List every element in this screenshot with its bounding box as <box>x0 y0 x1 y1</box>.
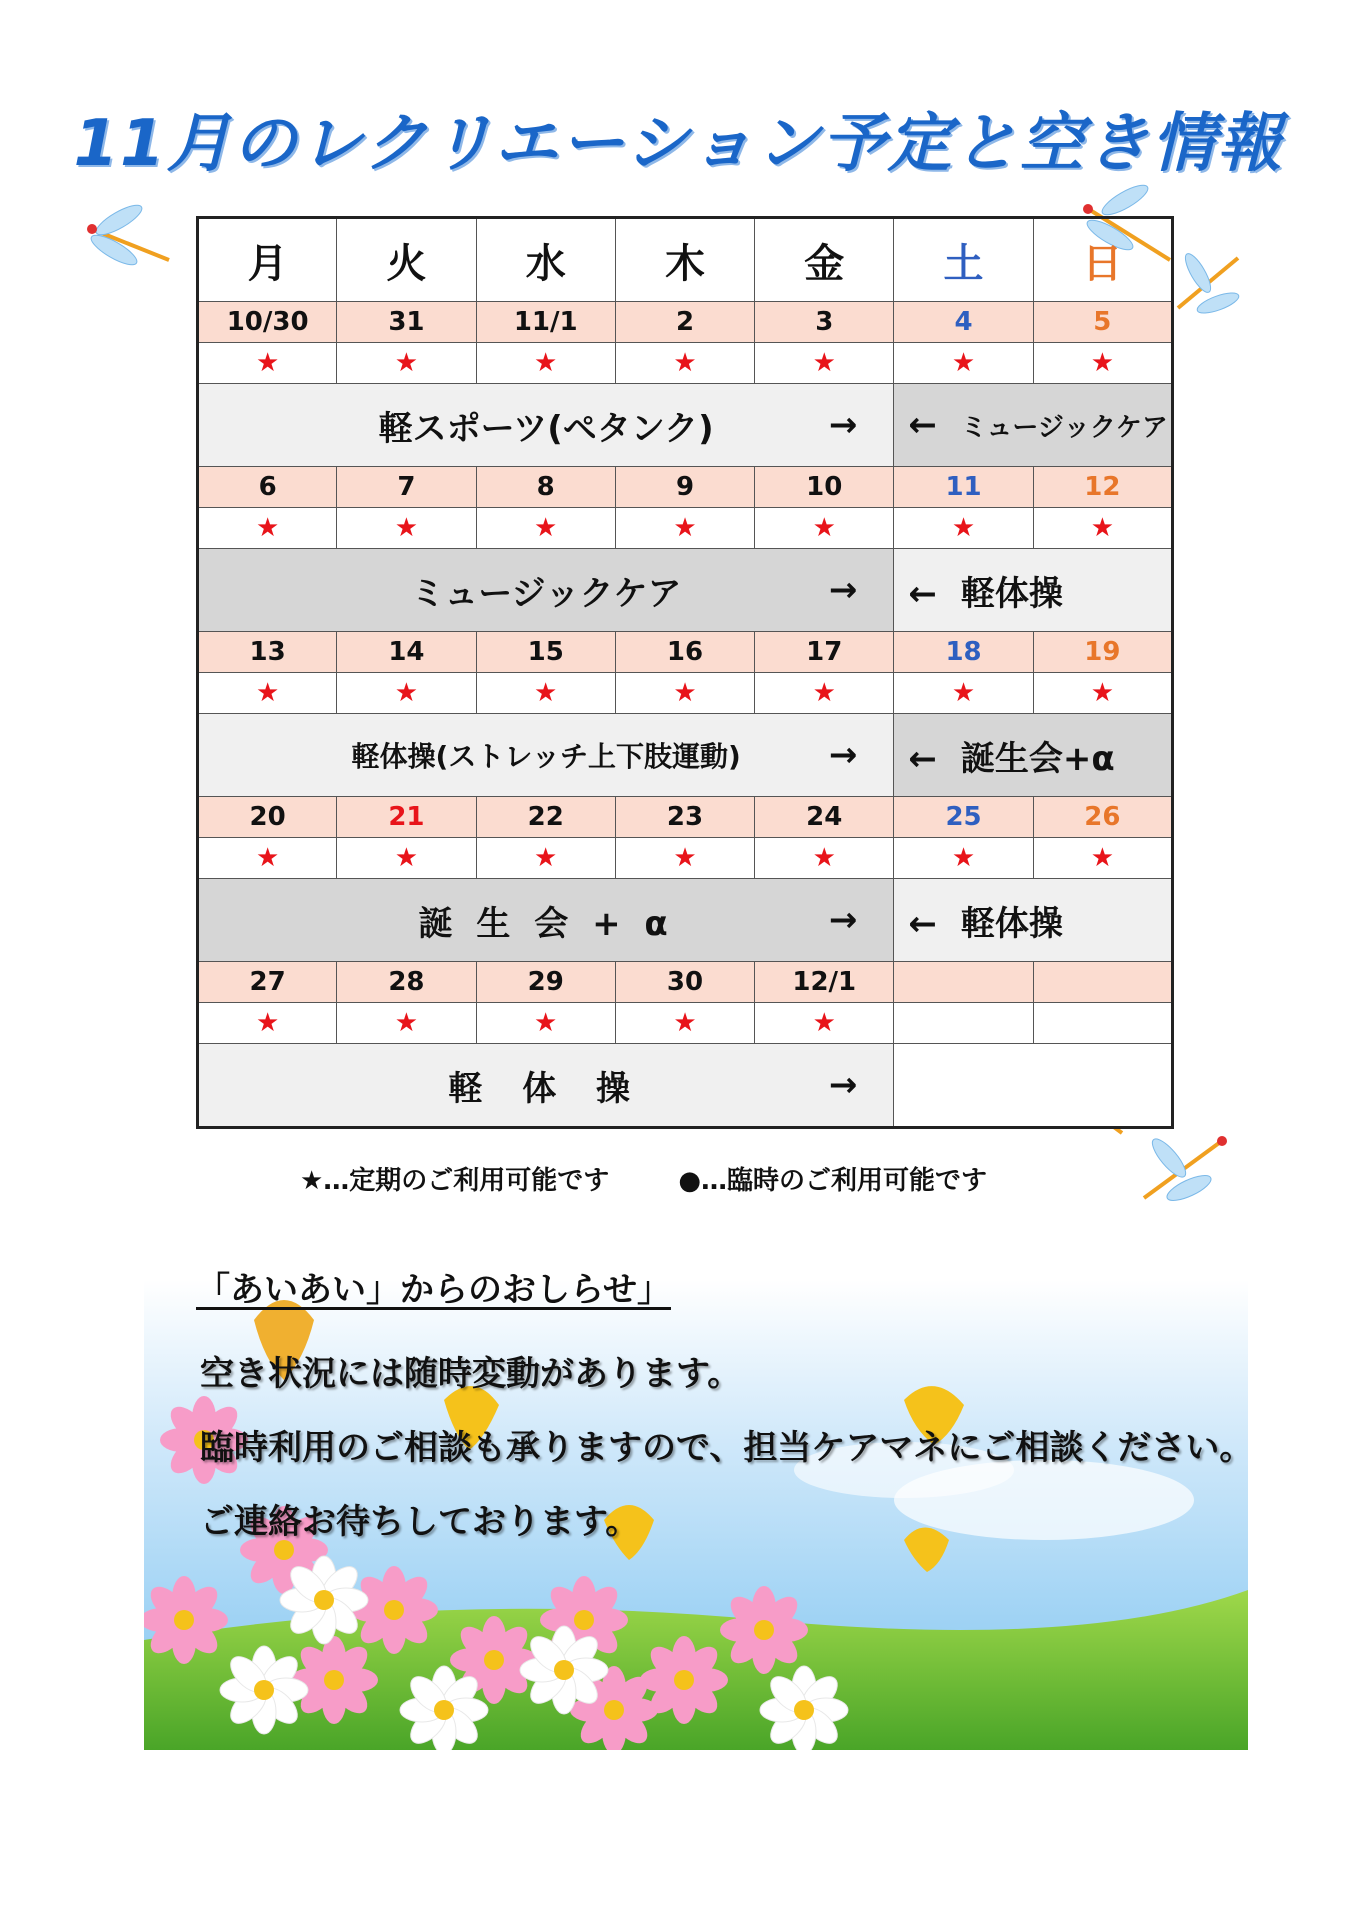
availability-star: ★ <box>476 838 615 879</box>
availability-star: ★ <box>755 508 894 549</box>
date-cell: 29 <box>476 962 615 1003</box>
availability-star: ★ <box>337 343 476 384</box>
weekday-activity <box>198 384 894 467</box>
weekday-tue: 火 <box>337 218 476 302</box>
availability-star: ★ <box>615 508 754 549</box>
date-cell: 5 <box>1033 302 1172 343</box>
date-cell: 7 <box>337 467 476 508</box>
availability-star: ★ <box>476 1003 615 1044</box>
availability-row <box>198 343 1173 384</box>
availability-star: ★ <box>894 343 1033 384</box>
availability-star: ★ <box>337 838 476 879</box>
weekday-mon: 月 <box>198 218 337 302</box>
date-cell: 14 <box>337 632 476 673</box>
activity-row <box>198 384 1173 467</box>
notice-title: 「あいあい」からのおしらせ」 <box>196 1270 671 1310</box>
weekday-activity <box>198 549 894 632</box>
activity-row <box>198 1044 1173 1128</box>
activity-label: 誕 生 会 + α <box>418 903 674 944</box>
weekday-activity <box>198 714 894 797</box>
date-cell: 13 <box>198 632 337 673</box>
date-cell: 24 <box>755 797 894 838</box>
calendar-table <box>196 216 1174 1129</box>
date-row <box>198 962 1173 1003</box>
availability-star: ★ <box>615 343 754 384</box>
weekend-activity <box>894 1044 1173 1128</box>
weekday-activity <box>198 1044 894 1128</box>
availability-star: ★ <box>1033 673 1172 714</box>
date-row <box>198 632 1173 673</box>
activity-label: 軽スポーツ(ペタンク) <box>378 408 714 449</box>
activity-row <box>198 879 1173 962</box>
notice-line: 空き状況には随時変動があります。 <box>200 1354 742 1394</box>
availability-star: ★ <box>894 838 1033 879</box>
availability-star: ★ <box>894 673 1033 714</box>
date-cell: 8 <box>476 467 615 508</box>
date-cell: 30 <box>615 962 754 1003</box>
availability-row <box>198 838 1173 879</box>
date-cell: 31 <box>337 302 476 343</box>
date-cell: 10/30 <box>198 302 337 343</box>
notice-line: ご連絡お待ちしております。 <box>200 1502 640 1542</box>
availability-row <box>198 1003 1173 1044</box>
date-cell: 28 <box>337 962 476 1003</box>
activity-row <box>198 549 1173 632</box>
right-arrow-icon: → <box>828 405 858 445</box>
availability-star: ★ <box>337 1003 476 1044</box>
date-cell: 19 <box>1033 632 1172 673</box>
right-arrow-icon: → <box>828 735 858 775</box>
legend-regular: ★…定期のご利用可能です <box>300 1166 610 1196</box>
left-arrow-icon: ← <box>908 903 937 944</box>
activity-label: ミュージックケア <box>960 413 1168 443</box>
availability-star: ★ <box>1033 838 1172 879</box>
availability-row <box>198 508 1173 549</box>
availability-star: ★ <box>1033 343 1172 384</box>
date-cell: 4 <box>894 302 1033 343</box>
weekday-sun: 日 <box>1033 218 1172 302</box>
availability-star: ★ <box>476 508 615 549</box>
availability-star: ★ <box>755 343 894 384</box>
right-arrow-icon: → <box>828 1065 858 1105</box>
date-cell: 11/1 <box>476 302 615 343</box>
availability-row <box>198 673 1173 714</box>
availability-star: ★ <box>755 1003 894 1044</box>
date-cell: 27 <box>198 962 337 1003</box>
date-row <box>198 797 1173 838</box>
weekday-header-row <box>198 218 1173 302</box>
dragonfly-illustration <box>1134 1128 1234 1218</box>
page-title: 11月のレクリエーション予定と空き情報 <box>73 107 1284 181</box>
weekend-activity <box>894 384 1173 467</box>
date-row <box>198 467 1173 508</box>
date-cell: 11 <box>894 467 1033 508</box>
date-cell: 25 <box>894 797 1033 838</box>
availability-star: ★ <box>615 673 754 714</box>
legend-temporary: ●…臨時のご利用可能です <box>678 1166 988 1196</box>
weekday-sat: 土 <box>894 218 1033 302</box>
activity-label: 軽体操(ストレッチ上下肢運動) <box>351 740 741 773</box>
date-cell: 17 <box>755 632 894 673</box>
date-cell: 10 <box>755 467 894 508</box>
availability-star: ★ <box>198 838 337 879</box>
weekday-fri: 金 <box>755 218 894 302</box>
notice-line: 臨時利用のご相談も承りますので、担当ケアマネにご相談ください。 <box>200 1428 1254 1468</box>
date-cell <box>1033 962 1172 1003</box>
weekday-thu: 木 <box>615 218 754 302</box>
activity-row <box>198 714 1173 797</box>
date-row <box>198 302 1173 343</box>
availability-star: ★ <box>337 508 476 549</box>
activity-label: ミュージックケア <box>410 573 682 614</box>
availability-star <box>894 1003 1033 1044</box>
left-arrow-icon: ← <box>908 405 937 445</box>
date-cell: 23 <box>615 797 754 838</box>
availability-star: ★ <box>755 838 894 879</box>
date-cell: 26 <box>1033 797 1172 838</box>
date-cell: 22 <box>476 797 615 838</box>
weekend-activity <box>894 879 1173 962</box>
availability-star: ★ <box>198 508 337 549</box>
date-cell: 6 <box>198 467 337 508</box>
availability-star: ★ <box>1033 508 1172 549</box>
date-cell: 18 <box>894 632 1033 673</box>
date-cell: 3 <box>755 302 894 343</box>
dragonfly-illustration <box>1168 248 1248 328</box>
left-arrow-icon: ← <box>908 738 937 779</box>
availability-star: ★ <box>755 673 894 714</box>
activity-label: 軽体操 <box>960 903 1063 944</box>
date-cell <box>894 962 1033 1003</box>
date-cell: 12 <box>1033 467 1172 508</box>
weekend-activity <box>894 714 1173 797</box>
date-cell: 20 <box>198 797 337 838</box>
date-cell: 21 <box>337 797 476 838</box>
activity-label: 誕生会+α <box>960 738 1115 779</box>
date-cell: 2 <box>615 302 754 343</box>
availability-star: ★ <box>476 673 615 714</box>
availability-star: ★ <box>615 1003 754 1044</box>
availability-star: ★ <box>894 508 1033 549</box>
activity-label: 軽 体 操 <box>448 1068 645 1109</box>
availability-star: ★ <box>198 673 337 714</box>
availability-star: ★ <box>198 343 337 384</box>
date-cell: 12/1 <box>755 962 894 1003</box>
availability-star: ★ <box>615 838 754 879</box>
right-arrow-icon: → <box>828 900 858 940</box>
date-cell: 9 <box>615 467 754 508</box>
weekday-wed: 水 <box>476 218 615 302</box>
date-cell: 16 <box>615 632 754 673</box>
dragonfly-illustration <box>74 200 194 290</box>
availability-star: ★ <box>198 1003 337 1044</box>
date-cell: 15 <box>476 632 615 673</box>
right-arrow-icon: → <box>828 570 858 610</box>
weekday-activity <box>198 879 894 962</box>
availability-star: ★ <box>337 673 476 714</box>
left-arrow-icon: ← <box>908 573 937 614</box>
weekend-activity <box>894 549 1173 632</box>
availability-star <box>1033 1003 1172 1044</box>
availability-star: ★ <box>476 343 615 384</box>
activity-label: 軽体操 <box>960 573 1063 614</box>
legend <box>300 1160 1060 1197</box>
